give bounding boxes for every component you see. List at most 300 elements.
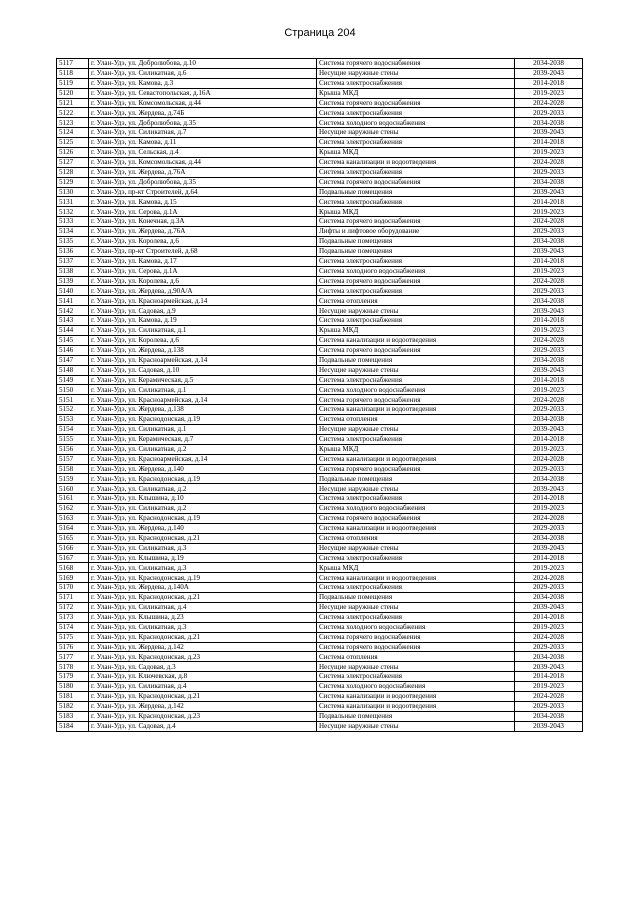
row-number-cell: 5172	[57, 602, 89, 612]
row-number-cell: 5138	[57, 266, 89, 276]
row-number-cell: 5180	[57, 682, 89, 692]
address-cell: г. Улан-Удэ, ул. Жердева, д.76А	[89, 167, 317, 177]
table-row	[57, 355, 583, 365]
address-cell: г. Улан-Удэ, ул. Краснодонская, д.21	[89, 632, 317, 642]
period-cell: 2024-2028	[515, 98, 583, 108]
period-cell: 2014-2018	[515, 138, 583, 148]
row-number-cell: 5178	[57, 662, 89, 672]
table-row	[57, 335, 583, 345]
table-row	[57, 227, 583, 237]
table-row	[57, 345, 583, 355]
row-number-cell: 5157	[57, 454, 89, 464]
address-cell: г. Улан-Удэ, ул. Серова, д.1А	[89, 266, 317, 276]
system-cell: Система электроснабжения	[317, 167, 515, 177]
row-number-cell: 5122	[57, 108, 89, 118]
period-cell: 2019-2023	[515, 682, 583, 692]
row-number-cell: 5124	[57, 128, 89, 138]
table-row	[57, 246, 583, 256]
row-number-cell: 5179	[57, 672, 89, 682]
address-cell: г. Улан-Удэ, ул. Ключевская, д.8	[89, 672, 317, 682]
row-number-cell: 5167	[57, 553, 89, 563]
period-cell: 2029-2033	[515, 286, 583, 296]
system-cell: Система электроснабжения	[317, 434, 515, 444]
table-row	[57, 187, 583, 197]
row-number-cell: 5142	[57, 306, 89, 316]
register-table-body	[57, 59, 583, 732]
row-number-cell: 5143	[57, 316, 89, 326]
address-cell: г. Улан-Удэ, ул. Краснодонская, д.19	[89, 474, 317, 484]
system-cell: Система холодного водоснабжения	[317, 266, 515, 276]
row-number-cell: 5134	[57, 227, 89, 237]
table-row	[57, 573, 583, 583]
address-cell: г. Улан-Удэ, ул. Конечная, д.3А	[89, 217, 317, 227]
period-cell: 2039-2043	[515, 128, 583, 138]
period-cell: 2019-2023	[515, 207, 583, 217]
table-row	[57, 543, 583, 553]
system-cell: Несущие наружные стены	[317, 602, 515, 612]
table-row	[57, 454, 583, 464]
table-row	[57, 711, 583, 721]
system-cell: Подвальные помещения	[317, 711, 515, 721]
system-cell: Крыша МКД	[317, 148, 515, 158]
row-number-cell: 5125	[57, 138, 89, 148]
address-cell: г. Улан-Удэ, ул. Садовая, д.10	[89, 365, 317, 375]
period-cell: 2039-2043	[515, 187, 583, 197]
system-cell: Система холодного водоснабжения	[317, 504, 515, 514]
row-number-cell: 5123	[57, 118, 89, 128]
system-cell: Лифты и лифтовое оборудование	[317, 227, 515, 237]
table-row	[57, 276, 583, 286]
system-cell: Система отопления	[317, 415, 515, 425]
address-cell: г. Улан-Удэ, ул. Садовая, д.3	[89, 662, 317, 672]
row-number-cell: 5137	[57, 256, 89, 266]
address-cell: г. Улан-Удэ, ул. Жердева, д.140А	[89, 583, 317, 593]
row-number-cell: 5127	[57, 157, 89, 167]
address-cell: г. Улан-Удэ, ул. Жердева, д.142	[89, 701, 317, 711]
system-cell: Система канализации и водоотведения	[317, 692, 515, 702]
address-cell: г. Улан-Удэ, ул. Краснодонская, д.21	[89, 692, 317, 702]
row-number-cell: 5181	[57, 692, 89, 702]
address-cell: г. Улан-Удэ, ул. Камова, д.19	[89, 316, 317, 326]
register-table	[56, 58, 583, 732]
table-row	[57, 701, 583, 711]
table-row	[57, 365, 583, 375]
row-number-cell: 5164	[57, 523, 89, 533]
address-cell: г. Улан-Удэ, ул. Клышина, д.19	[89, 553, 317, 563]
row-number-cell: 5183	[57, 711, 89, 721]
period-cell: 2024-2028	[515, 632, 583, 642]
system-cell: Система горячего водоснабжения	[317, 464, 515, 474]
row-number-cell: 5175	[57, 632, 89, 642]
period-cell: 2014-2018	[515, 612, 583, 622]
address-cell: г. Улан-Удэ, ул. Керамическая, д.7	[89, 434, 317, 444]
system-cell: Система канализации и водоотведения	[317, 335, 515, 345]
period-cell: 2019-2023	[515, 444, 583, 454]
period-cell: 2034-2038	[515, 474, 583, 484]
system-cell: Несущие наружные стены	[317, 662, 515, 672]
period-cell: 2014-2018	[515, 256, 583, 266]
address-cell: г. Улан-Удэ, ул. Садовая, д.4	[89, 721, 317, 731]
system-cell: Крыша МКД	[317, 326, 515, 336]
row-number-cell: 5135	[57, 237, 89, 247]
address-cell: г. Улан-Удэ, ул. Жердева, д.138	[89, 345, 317, 355]
period-cell: 2019-2023	[515, 385, 583, 395]
system-cell: Система канализации и водоотведения	[317, 405, 515, 415]
address-cell: г. Улан-Удэ, ул. Жердева, д.138	[89, 405, 317, 415]
table-row	[57, 88, 583, 98]
address-cell: г. Улан-Удэ, ул. Жердева, д.90А/А	[89, 286, 317, 296]
period-cell: 2039-2043	[515, 602, 583, 612]
row-number-cell: 5147	[57, 355, 89, 365]
table-row	[57, 612, 583, 622]
address-cell: г. Улан-Удэ, ул. Севастопольская, д.16А	[89, 88, 317, 98]
period-cell: 2029-2033	[515, 583, 583, 593]
system-cell: Система горячего водоснабжения	[317, 217, 515, 227]
address-cell: г. Улан-Удэ, ул. Садовая, д.9	[89, 306, 317, 316]
period-cell: 2029-2033	[515, 405, 583, 415]
table-row	[57, 237, 583, 247]
system-cell: Подвальные помещения	[317, 355, 515, 365]
address-cell: г. Улан-Удэ, ул. Силикатная, д.4	[89, 682, 317, 692]
address-cell: г. Улан-Удэ, ул. Краснодонская, д.21	[89, 533, 317, 543]
period-cell: 2034-2038	[515, 177, 583, 187]
system-cell: Система канализации и водоотведения	[317, 523, 515, 533]
table-row	[57, 207, 583, 217]
period-cell: 2034-2038	[515, 415, 583, 425]
table-row	[57, 415, 583, 425]
table-row	[57, 602, 583, 612]
table-row	[57, 553, 583, 563]
system-cell: Несущие наружные стены	[317, 424, 515, 434]
row-number-cell: 5144	[57, 326, 89, 336]
row-number-cell: 5152	[57, 405, 89, 415]
system-cell: Система электроснабжения	[317, 286, 515, 296]
address-cell: г. Улан-Удэ, ул. Силикатная, д.1	[89, 385, 317, 395]
period-cell: 2029-2033	[515, 642, 583, 652]
address-cell: г. Улан-Удэ, ул. Камова, д.11	[89, 138, 317, 148]
period-cell: 2034-2038	[515, 533, 583, 543]
table-row	[57, 316, 583, 326]
address-cell: г. Улан-Удэ, ул. Камова, д.17	[89, 256, 317, 266]
row-number-cell: 5173	[57, 612, 89, 622]
system-cell: Система холодного водоснабжения	[317, 385, 515, 395]
period-cell: 2034-2038	[515, 59, 583, 69]
system-cell: Крыша МКД	[317, 563, 515, 573]
table-row	[57, 78, 583, 88]
period-cell: 2024-2028	[515, 573, 583, 583]
table-row	[57, 464, 583, 474]
period-cell: 2039-2043	[515, 424, 583, 434]
address-cell: г. Улан-Удэ, ул. Силикатная, д.3	[89, 543, 317, 553]
period-cell: 2039-2043	[515, 543, 583, 553]
row-number-cell: 5165	[57, 533, 89, 543]
row-number-cell: 5177	[57, 652, 89, 662]
system-cell: Система электроснабжения	[317, 108, 515, 118]
period-cell: 2034-2038	[515, 118, 583, 128]
table-row	[57, 375, 583, 385]
system-cell: Система электроснабжения	[317, 256, 515, 266]
system-cell: Система холодного водоснабжения	[317, 118, 515, 128]
table-row	[57, 434, 583, 444]
table-row	[57, 682, 583, 692]
system-cell: Подвальные помещения	[317, 237, 515, 247]
table-row	[57, 652, 583, 662]
period-cell: 2014-2018	[515, 553, 583, 563]
table-row	[57, 622, 583, 632]
address-cell: г. Улан-Удэ, ул. Комсомольская, д.44	[89, 98, 317, 108]
system-cell: Система электроснабжения	[317, 494, 515, 504]
table-row	[57, 523, 583, 533]
system-cell: Система горячего водоснабжения	[317, 632, 515, 642]
period-cell: 2019-2023	[515, 504, 583, 514]
row-number-cell: 5141	[57, 296, 89, 306]
address-cell: г. Улан-Удэ, ул. Камова, д.3	[89, 78, 317, 88]
system-cell: Несущие наружные стены	[317, 128, 515, 138]
system-cell: Подвальные помещения	[317, 246, 515, 256]
address-cell: г. Улан-Удэ, ул. Королева, д.6	[89, 335, 317, 345]
table-row	[57, 217, 583, 227]
system-cell: Система электроснабжения	[317, 553, 515, 563]
system-cell: Подвальные помещения	[317, 187, 515, 197]
table-row	[57, 266, 583, 276]
system-cell: Система отопления	[317, 296, 515, 306]
system-cell: Система горячего водоснабжения	[317, 276, 515, 286]
system-cell: Система холодного водоснабжения	[317, 622, 515, 632]
table-row	[57, 148, 583, 158]
address-cell: г. Улан-Удэ, ул. Жердева, д.142	[89, 642, 317, 652]
address-cell: г. Улан-Удэ, ул. Краснодонская, д.21	[89, 593, 317, 603]
row-number-cell: 5169	[57, 573, 89, 583]
table-row	[57, 474, 583, 484]
system-cell: Система канализации и водоотведения	[317, 454, 515, 464]
row-number-cell: 5176	[57, 642, 89, 652]
period-cell: 2024-2028	[515, 454, 583, 464]
period-cell: 2019-2023	[515, 326, 583, 336]
table-row	[57, 563, 583, 573]
system-cell: Несущие наружные стены	[317, 68, 515, 78]
address-cell: г. Улан-Удэ, ул. Краснодонская, д.19	[89, 513, 317, 523]
address-cell: г. Улан-Удэ, ул. Краснодонская, д.23	[89, 711, 317, 721]
table-row	[57, 118, 583, 128]
table-row	[57, 593, 583, 603]
row-number-cell: 5120	[57, 88, 89, 98]
address-cell: г. Улан-Удэ, ул. Клышина, д.23	[89, 612, 317, 622]
period-cell: 2029-2033	[515, 464, 583, 474]
row-number-cell: 5153	[57, 415, 89, 425]
table-row	[57, 138, 583, 148]
system-cell: Несущие наружные стены	[317, 721, 515, 731]
system-cell: Крыша МКД	[317, 444, 515, 454]
address-cell: г. Улан-Удэ, ул. Добролюбова, д.10	[89, 59, 317, 69]
period-cell: 2019-2023	[515, 622, 583, 632]
system-cell: Система электроснабжения	[317, 375, 515, 385]
period-cell: 2024-2028	[515, 395, 583, 405]
address-cell: г. Улан-Удэ, ул. Силикатная, д.1	[89, 326, 317, 336]
system-cell: Несущие наружные стены	[317, 306, 515, 316]
address-cell: г. Улан-Удэ, ул. Добролюбова, д.35	[89, 177, 317, 187]
period-cell: 2014-2018	[515, 494, 583, 504]
table-row	[57, 68, 583, 78]
table-row	[57, 286, 583, 296]
system-cell: Система электроснабжения	[317, 78, 515, 88]
row-number-cell: 5174	[57, 622, 89, 632]
table-row	[57, 395, 583, 405]
period-cell: 2014-2018	[515, 197, 583, 207]
address-cell: г. Улан-Удэ, ул. Королева, д.6	[89, 237, 317, 247]
table-row	[57, 296, 583, 306]
period-cell: 2024-2028	[515, 157, 583, 167]
system-cell: Система канализации и водоотведения	[317, 157, 515, 167]
table-row	[57, 256, 583, 266]
table-row	[57, 662, 583, 672]
table-row	[57, 177, 583, 187]
row-number-cell: 5158	[57, 464, 89, 474]
page-title: Страница 204	[284, 27, 356, 39]
period-cell: 2024-2028	[515, 692, 583, 702]
system-cell: Система электроснабжения	[317, 316, 515, 326]
row-number-cell: 5133	[57, 217, 89, 227]
table-row	[57, 672, 583, 682]
system-cell: Система горячего водоснабжения	[317, 345, 515, 355]
address-cell: г. Улан-Удэ, ул. Силикатная, д.2	[89, 484, 317, 494]
table-row	[57, 306, 583, 316]
system-cell: Система электроснабжения	[317, 138, 515, 148]
period-cell: 2029-2033	[515, 523, 583, 533]
period-cell: 2039-2043	[515, 721, 583, 731]
table-row	[57, 197, 583, 207]
period-cell: 2034-2038	[515, 652, 583, 662]
table-row	[57, 533, 583, 543]
row-number-cell: 5162	[57, 504, 89, 514]
row-number-cell: 5130	[57, 187, 89, 197]
address-cell: г. Улан-Удэ, ул. Красноармейская, д.14	[89, 454, 317, 464]
address-cell: г. Улан-Удэ, ул. Жердева, д.74Б	[89, 108, 317, 118]
row-number-cell: 5161	[57, 494, 89, 504]
period-cell: 2034-2038	[515, 296, 583, 306]
address-cell: г. Улан-Удэ, ул. Серова, д.1А	[89, 207, 317, 217]
period-cell: 2019-2023	[515, 88, 583, 98]
period-cell: 2039-2043	[515, 246, 583, 256]
system-cell: Крыша МКД	[317, 207, 515, 217]
period-cell: 2034-2038	[515, 593, 583, 603]
system-cell: Несущие наружные стены	[317, 543, 515, 553]
address-cell: г. Улан-Удэ, ул. Жердева, д.140	[89, 523, 317, 533]
row-number-cell: 5128	[57, 167, 89, 177]
address-cell: г. Улан-Удэ, ул. Королева, д.6	[89, 276, 317, 286]
row-number-cell: 5140	[57, 286, 89, 296]
period-cell: 2024-2028	[515, 513, 583, 523]
address-cell: г. Улан-Удэ, ул. Силикатная, д.6	[89, 68, 317, 78]
address-cell: г. Улан-Удэ, ул. Силикатная, д.7	[89, 128, 317, 138]
system-cell: Система электроснабжения	[317, 672, 515, 682]
row-number-cell: 5156	[57, 444, 89, 454]
period-cell: 2014-2018	[515, 375, 583, 385]
table-row	[57, 98, 583, 108]
table-row	[57, 484, 583, 494]
period-cell: 2024-2028	[515, 217, 583, 227]
address-cell: г. Улан-Удэ, пр-кт Строителей, д.64	[89, 187, 317, 197]
period-cell: 2039-2043	[515, 662, 583, 672]
address-cell: г. Улан-Удэ, ул. Комсомольская, д.44	[89, 157, 317, 167]
address-cell: г. Улан-Удэ, ул. Силикатная, д.3	[89, 622, 317, 632]
row-number-cell: 5159	[57, 474, 89, 484]
system-cell: Система горячего водоснабжения	[317, 395, 515, 405]
row-number-cell: 5150	[57, 385, 89, 395]
row-number-cell: 5136	[57, 246, 89, 256]
system-cell: Система горячего водоснабжения	[317, 642, 515, 652]
address-cell: г. Улан-Удэ, ул. Сельская, д.4	[89, 148, 317, 158]
row-number-cell: 5131	[57, 197, 89, 207]
row-number-cell: 5129	[57, 177, 89, 187]
row-number-cell: 5117	[57, 59, 89, 69]
period-cell: 2029-2033	[515, 345, 583, 355]
table-row	[57, 642, 583, 652]
system-cell: Система электроснабжения	[317, 612, 515, 622]
system-cell: Система горячего водоснабжения	[317, 59, 515, 69]
period-cell: 2029-2033	[515, 701, 583, 711]
period-cell: 2029-2033	[515, 108, 583, 118]
row-number-cell: 5146	[57, 345, 89, 355]
row-number-cell: 5160	[57, 484, 89, 494]
row-number-cell: 5182	[57, 701, 89, 711]
table-row	[57, 692, 583, 702]
system-cell: Система отопления	[317, 533, 515, 543]
period-cell: 2014-2018	[515, 434, 583, 444]
period-cell: 2039-2043	[515, 306, 583, 316]
row-number-cell: 5121	[57, 98, 89, 108]
row-number-cell: 5149	[57, 375, 89, 385]
period-cell: 2034-2038	[515, 355, 583, 365]
address-cell: г. Улан-Удэ, ул. Камова, д.15	[89, 197, 317, 207]
period-cell: 2019-2023	[515, 148, 583, 158]
address-cell: г. Улан-Удэ, ул. Силикатная, д.3	[89, 563, 317, 573]
table-row	[57, 721, 583, 731]
system-cell: Система электроснабжения	[317, 583, 515, 593]
system-cell: Система горячего водоснабжения	[317, 98, 515, 108]
period-cell: 2034-2038	[515, 237, 583, 247]
period-cell: 2039-2043	[515, 484, 583, 494]
address-cell: г. Улан-Удэ, ул. Красноармейская, д.14	[89, 395, 317, 405]
row-number-cell: 5155	[57, 434, 89, 444]
address-cell: г. Улан-Удэ, ул. Силикатная, д.2	[89, 504, 317, 514]
address-cell: г. Улан-Удэ, ул. Керамическая, д.5	[89, 375, 317, 385]
table-row	[57, 59, 583, 69]
period-cell: 2019-2023	[515, 266, 583, 276]
table-row	[57, 583, 583, 593]
row-number-cell: 5168	[57, 563, 89, 573]
address-cell: г. Улан-Удэ, ул. Силикатная, д.4	[89, 602, 317, 612]
address-cell: г. Улан-Удэ, ул. Жердева, д.76А	[89, 227, 317, 237]
address-cell: г. Улан-Удэ, ул. Краснодонская, д.19	[89, 573, 317, 583]
period-cell: 2029-2033	[515, 167, 583, 177]
period-cell: 2024-2028	[515, 335, 583, 345]
address-cell: г. Улан-Удэ, ул. Добролюбова, д.35	[89, 118, 317, 128]
period-cell: 2024-2028	[515, 276, 583, 286]
row-number-cell: 5126	[57, 148, 89, 158]
table-row	[57, 444, 583, 454]
row-number-cell: 5184	[57, 721, 89, 731]
row-number-cell: 5151	[57, 395, 89, 405]
address-cell: г. Улан-Удэ, ул. Красноармейская, д.14	[89, 296, 317, 306]
table-row	[57, 504, 583, 514]
system-cell: Несущие наружные стены	[317, 484, 515, 494]
system-cell: Подвальные помещения	[317, 593, 515, 603]
row-number-cell: 5119	[57, 78, 89, 88]
table-row	[57, 513, 583, 523]
row-number-cell: 5139	[57, 276, 89, 286]
system-cell: Подвальные помещения	[317, 474, 515, 484]
system-cell: Система горячего водоснабжения	[317, 177, 515, 187]
